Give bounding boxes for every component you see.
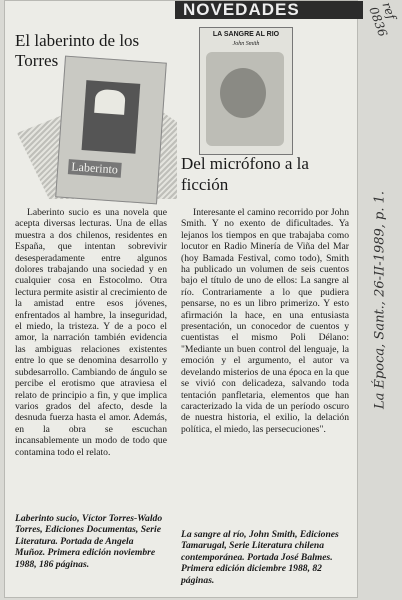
book-cover-sangre <box>199 27 293 155</box>
right-book-credits: La sangre al río, John Smith, Ediciones Tamarugal, Serie Literatura chilena contemporánea. Portada José Balmes. Primera edición diciembre 1988, 82 páginas. <box>181 529 339 586</box>
cover-title: Laberinto <box>68 159 122 178</box>
left-article-title: El laberinto de los Torres <box>15 31 140 70</box>
cover-illustration-detail <box>220 68 266 118</box>
right-article-body <box>181 207 349 435</box>
section-banner: NOVEDADES <box>175 1 363 19</box>
newspaper-clipping <box>4 0 358 598</box>
book-cover-laberinto <box>55 56 167 205</box>
right-article-text: Interesante el camino recorrido por John Smith. Y no exento de dificultades. Ya lejanos los tiempos en que trabajaba como locutor en Radio Minería de Viña del Mar (hoy Bamada Festival, como todo), Smith ha publicado un volumen de seis cuentos bajo el título de uno de ellos: La sangre al río. Contrariamente a lo que pudiera pensarse, no es un libro primerizo. Y esto afirmación la hace, en una entusiasta presentación, un conocedor de cuentos y cuentistas el mismo Poli Délano: "Mediante un buen control del lenguaje, la emoción y el argumento, el autor va develando misterios de una época en la que se vivió con delicadeza, salvando toda tentación panfletaria, elementos que han caracterizado la vida de un período oscuro de nuestra historia, el exilio, la delación política, el miedo, las persecuciones". <box>181 207 349 435</box>
cover-title: LA SANGRE AL RIO <box>212 31 280 38</box>
right-article-title: Del micrófono a la ficción <box>181 154 309 194</box>
left-article-text: Laberinto sucio es una novela que acepta diversas lecturas. Una de ellas muestra a dos chilenos, residentes en España, que intentan sobrevivir desesperadamente entre algunos dolores trabajando una sociedad y en cualquier cosa en Estocolmo. Otra lectura permite asistir al crecimiento de la amistad entre esos jóvenes, enfrentados al hambre, la inseguridad, el miedo, la tristeza. Y de a poco el amor, la narración también evidencia las ambiguas relaciones existentes entre lo que se denomina desarrollo y subdesarrollo. Cambiando de ángulo se percibe el erotismo que atraviesa el relato de principio a fin, y que implica varios grados del afecto, desde la desnuda fuerza hasta el amor. Además, en la obra se escuchan incansablemente un modo de todo que contamina todo el relato. <box>15 207 167 458</box>
left-article-body <box>15 207 167 458</box>
handwritten-reference: ref 0836 <box>366 0 399 39</box>
cover-illustration-detail <box>94 89 126 115</box>
handwritten-source-note: La Época, Sant., 26-II-1989, p. 1. <box>372 190 388 410</box>
cover-author: John Smith <box>232 41 260 47</box>
left-book-credits: Laberinto sucio, Víctor Torres-Waldo Torres, Ediciones Documentas, Serie Literatura. Portada de Angela Muñoz. Primera edición noviembre 1988, 186 páginas. <box>15 513 163 570</box>
